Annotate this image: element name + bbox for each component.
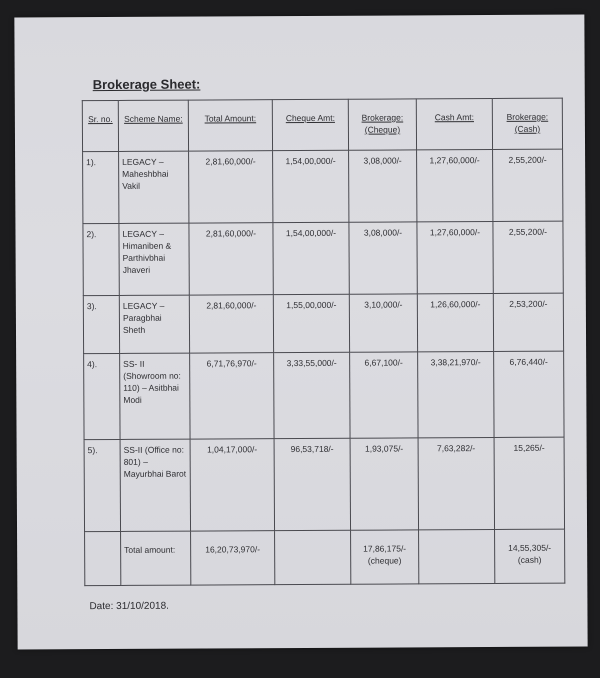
- cell-empty: [419, 529, 495, 583]
- cell-brokerage-cash: 2,55,200/-: [493, 221, 563, 293]
- cell-brokerage-cheque: 3,08,000/-: [349, 150, 417, 222]
- table-row: [84, 437, 564, 532]
- cell-sr-no: 2).: [83, 223, 119, 295]
- header-scheme-name: Scheme Name:: [118, 100, 188, 151]
- cell-cheque-amount: 3,33,55,000/-: [274, 352, 350, 438]
- cell-sr-no: 1).: [83, 151, 119, 223]
- cell-cheque-amount: 1,54,00,000/-: [273, 150, 349, 222]
- cell-brokerage-cash: 6,76,440/-: [494, 351, 564, 437]
- cell-cash-amount: 1,27,60,000/-: [417, 221, 493, 293]
- cell-total-amount: 1,04,17,000/-: [190, 439, 274, 531]
- header-cheque-amount: Cheque Amt:: [272, 99, 348, 150]
- cell-cash-amount: 1,26,60,000/-: [417, 293, 493, 351]
- brokerage-table: [82, 98, 566, 587]
- cell-empty: [85, 531, 121, 585]
- cell-brokerage-cheque: 6,67,100/-: [350, 352, 418, 438]
- cell-grand-total: 16,20,73,970/-: [191, 531, 275, 585]
- cell-cash-amount: 7,63,282/-: [418, 437, 494, 529]
- cell-brokerage-cheque: 3,10,000/-: [349, 294, 417, 352]
- totals-row: [85, 529, 565, 586]
- header-brokerage-cash: Brokerage: (Cash): [492, 98, 562, 149]
- cell-scheme-name: SS- II (Showroom no: 110) – Asitbhai Modi: [120, 353, 190, 439]
- header-cash-amount: Cash Amt:: [416, 98, 492, 149]
- document-date: Date: 31/10/2018.: [89, 600, 169, 613]
- header-total-amount: Total Amount:: [188, 100, 272, 151]
- cell-scheme-name: SS-II (Office no: 801) – Mayurbhai Barot: [120, 439, 190, 531]
- table-header-row: [82, 98, 562, 152]
- cell-sr-no: 4).: [84, 353, 120, 439]
- cell-cheque-amount: 1,55,00,000/-: [273, 294, 349, 352]
- header-sr-no: Sr. no.: [82, 100, 118, 151]
- cell-cash-amount: 1,27,60,000/-: [417, 149, 493, 221]
- cell-total-amount: 2,81,60,000/-: [189, 223, 273, 295]
- cell-brokerage-cheque: 1,93,075/-: [350, 438, 418, 530]
- cell-brokerage-cash: 2,55,200/-: [493, 149, 563, 221]
- table-row: [83, 149, 563, 224]
- cell-total-brokerage-cash: 14,55,305/- (cash): [495, 529, 565, 583]
- table-row: [83, 221, 563, 296]
- cell-sr-no: 3).: [83, 295, 119, 353]
- cell-brokerage-cash: 2,53,200/-: [493, 293, 563, 351]
- cell-cash-amount: 3,38,21,970/-: [418, 351, 494, 437]
- cell-total-amount: 2,81,60,000/-: [189, 151, 273, 223]
- sheet-title: Brokerage Sheet:: [92, 76, 201, 93]
- cell-cheque-amount: 96,53,718/-: [274, 438, 350, 530]
- cell-empty: [275, 530, 351, 584]
- cell-total-brokerage-cheque: 17,86,175/- (cheque): [351, 530, 419, 584]
- cell-brokerage-cash: 15,265/-: [494, 437, 564, 529]
- cell-sr-no: 5).: [84, 439, 120, 531]
- cell-scheme-name: LEGACY – Himaniben & Parthivbhai Jhaveri: [119, 223, 189, 295]
- cell-scheme-name: LEGACY – Paragbhai Sheth: [119, 295, 189, 353]
- cell-cheque-amount: 1,54,00,000/-: [273, 222, 349, 294]
- table-row: [83, 293, 563, 354]
- cell-total-label: Total amount:: [121, 531, 191, 585]
- cell-total-amount: 6,71,76,970/-: [190, 353, 274, 439]
- header-brokerage-cheque: Brokerage: (Cheque): [348, 99, 416, 150]
- cell-brokerage-cheque: 3,08,000/-: [349, 222, 417, 294]
- document-page: [14, 15, 587, 650]
- cell-scheme-name: LEGACY – Maheshbhai Vakil: [119, 151, 189, 223]
- cell-total-amount: 2,81,60,000/-: [189, 295, 273, 353]
- table-row: [84, 351, 564, 440]
